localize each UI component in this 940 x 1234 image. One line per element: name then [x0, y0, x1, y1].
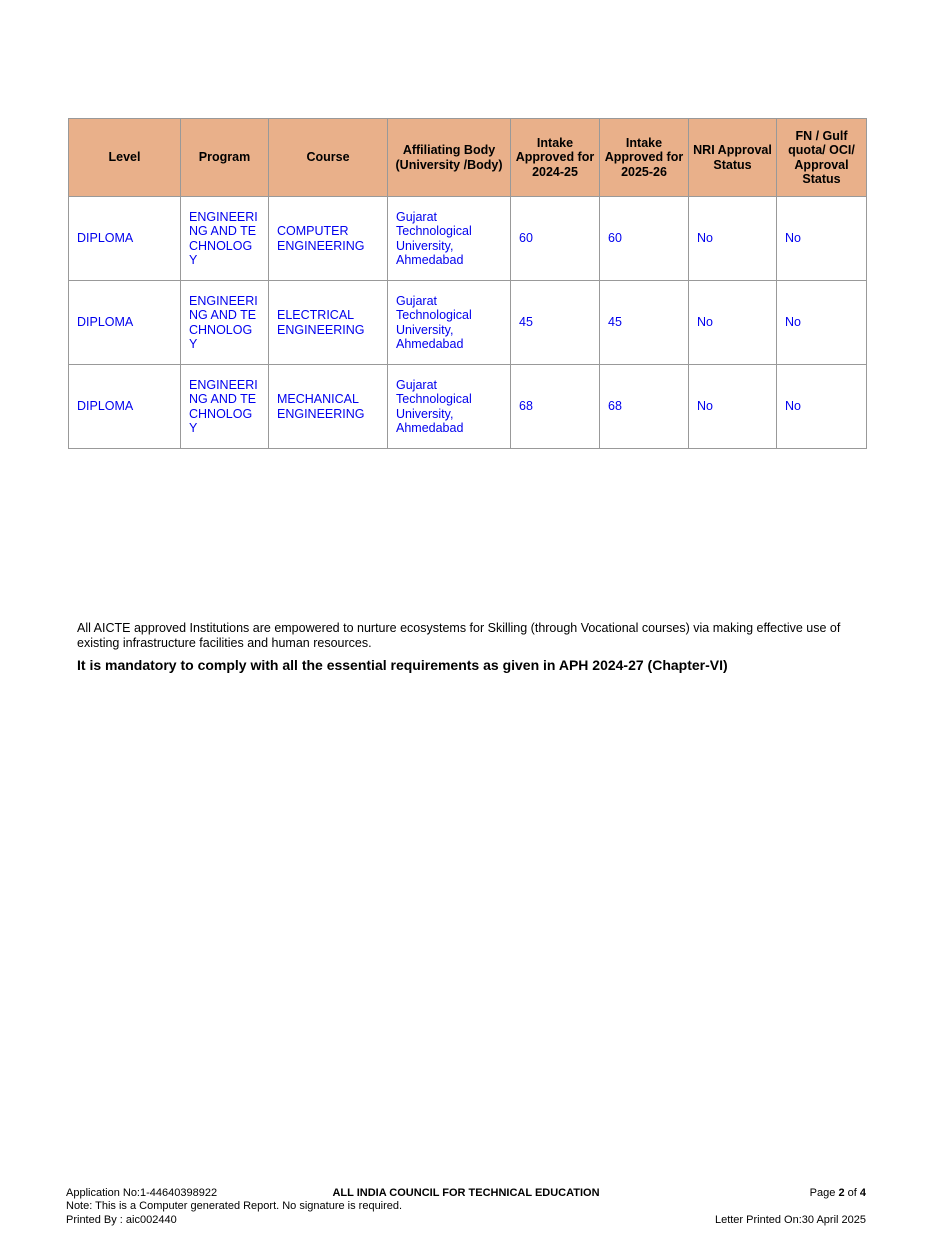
- cell-program: ENGINEERING AND TECHNOLOGY: [181, 365, 269, 449]
- table-row: [69, 197, 867, 281]
- cell-nri-status: No: [689, 281, 777, 365]
- cell-nri-status: No: [689, 197, 777, 281]
- header-fn-gulf-oci-status: FN / Gulf quota/ OCI/ Approval Status: [777, 119, 867, 197]
- header-affiliating-body: Affiliating Body (University /Body): [388, 119, 511, 197]
- header-course: Course: [269, 119, 388, 197]
- page-label: Page: [809, 1187, 836, 1199]
- cell-intake-2025-26: 45: [600, 281, 689, 365]
- page-total: 4: [859, 1187, 866, 1199]
- cell-program: ENGINEERING AND TECHNOLOGY: [181, 281, 269, 365]
- mandatory-compliance-note: It is mandatory to comply with all the essential requirements as given in APH 2024-27 (Chapter-VI): [77, 657, 728, 673]
- cell-course: COMPUTER ENGINEERING: [269, 197, 388, 281]
- generated-report-note: Note: This is a Computer generated Report. No signature is required.: [66, 1200, 403, 1212]
- skilling-note: All AICTE approved Institutions are empowered to nurture ecosystems for Skilling (through Vocational courses) via making effective use of existing infrastructure facilities and human resources.: [77, 621, 841, 650]
- cell-nri-status: No: [689, 365, 777, 449]
- cell-intake-2024-25: 68: [511, 365, 600, 449]
- cell-intake-2025-26: 68: [600, 365, 689, 449]
- cell-program: ENGINEERING AND TECHNOLOGY: [181, 197, 269, 281]
- notes-section: [77, 621, 867, 673]
- page-of: of: [847, 1187, 857, 1199]
- page-footer: [66, 1187, 866, 1227]
- page-indicator: [810, 1187, 866, 1200]
- cell-level: DIPLOMA: [69, 197, 181, 281]
- header-nri-status: NRI Approval Status: [689, 119, 777, 197]
- table-row: [69, 365, 867, 449]
- cell-affiliating-body: Gujarat Technological University, Ahmedabad: [388, 197, 511, 281]
- intake-table: [68, 118, 867, 449]
- letter-printed-date: Letter Printed On:30 April 2025: [714, 1214, 866, 1226]
- cell-course: ELECTRICAL ENGINEERING: [269, 281, 388, 365]
- cell-intake-2024-25: 45: [511, 281, 600, 365]
- cell-course: MECHANICAL ENGINEERING: [269, 365, 388, 449]
- application-number: Application No:1-44640398922: [66, 1187, 218, 1199]
- cell-affiliating-body: Gujarat Technological University, Ahmedabad: [388, 281, 511, 365]
- cell-intake-2024-25: 60: [511, 197, 600, 281]
- cell-level: DIPLOMA: [69, 365, 181, 449]
- header-level: Level: [69, 119, 181, 197]
- cell-intake-2025-26: 60: [600, 197, 689, 281]
- page-current: 2: [838, 1187, 845, 1199]
- cell-fn-gulf-oci-status: No: [777, 197, 867, 281]
- table-row: [69, 281, 867, 365]
- cell-fn-gulf-oci-status: No: [777, 281, 867, 365]
- cell-affiliating-body: Gujarat Technological University, Ahmedabad: [388, 365, 511, 449]
- header-intake-2025-26: Intake Approved for 2025-26: [600, 119, 689, 197]
- council-name: ALL INDIA COUNCIL FOR TECHNICAL EDUCATION: [332, 1187, 600, 1199]
- cell-level: DIPLOMA: [69, 281, 181, 365]
- printed-by: Printed By : aic002440: [66, 1214, 177, 1226]
- cell-fn-gulf-oci-status: No: [777, 365, 867, 449]
- table-header-row: [69, 119, 867, 197]
- header-program: Program: [181, 119, 269, 197]
- header-intake-2024-25: Intake Approved for 2024-25: [511, 119, 600, 197]
